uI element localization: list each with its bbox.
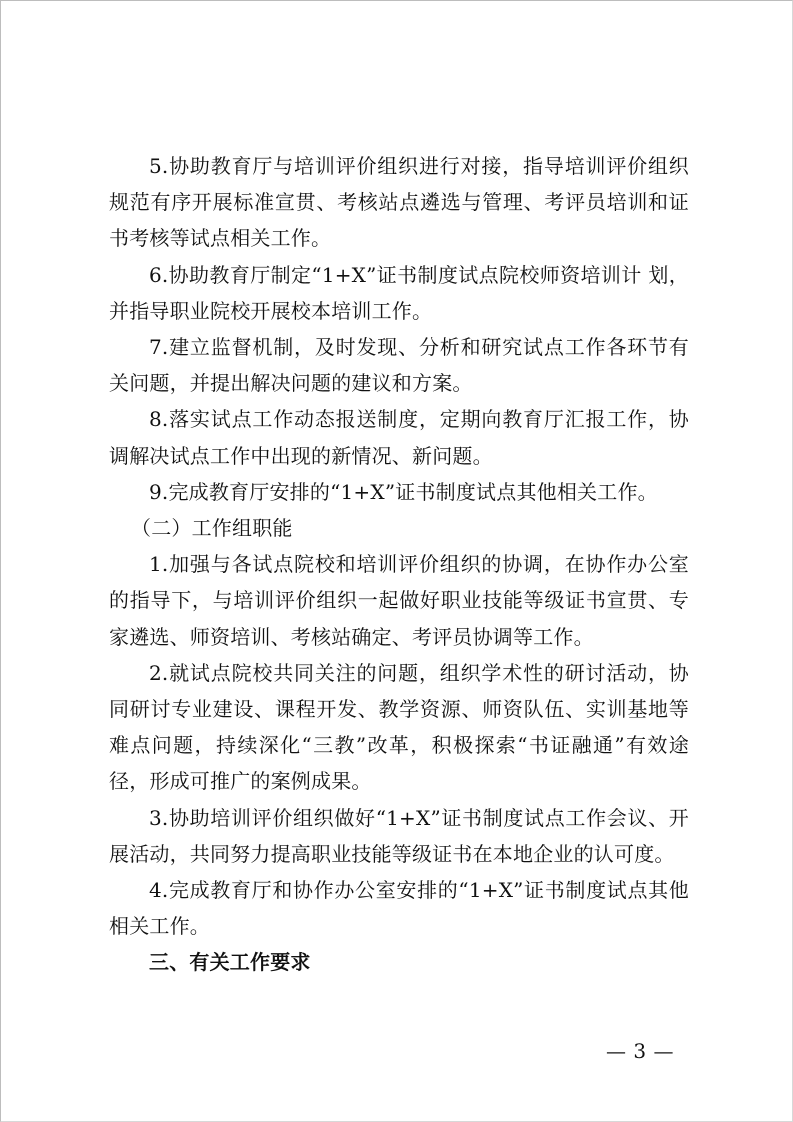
group-paragraph-2: 2.就试点院校共同关注的问题，组织学术性的研讨活动，协同研讨专业建设、课程开发、教学资源、师资队伍、实训基地等难点问题，持续深化“三教”改革，积极探索“书证融通”有效途径，形成可推广的案例成果。 — [109, 660, 689, 794]
paragraph-item-8: 8.落实试点工作动态报送制度，定期向教育厅汇报工作，协调解决试点工作中出现的新情况、新问题。 — [109, 407, 689, 468]
document-body — [109, 148, 689, 981]
paragraph-item-6: 6.协助教育厅制定“1+X”证书制度试点院校师资培训计 划，并指导职业院校开展校本培训工作。 — [109, 262, 689, 323]
paragraph-item-7: 7.建立监督机制，及时发现、分析和研究试点工作各环节有关问题，并提出解决问题的建议和方案。 — [109, 335, 689, 396]
page-number: — 3 — — [606, 1039, 674, 1063]
group-paragraph-4: 4.完成教育厅和协作办公室安排的“1+X”证书制度试点其他相关工作。 — [109, 878, 689, 939]
paragraph-item-9: 9.完成教育厅安排的“1+X”证书制度试点其他相关工作。 — [149, 479, 658, 504]
group-paragraph-3: 3.协助培训评价组织做好“1+X”证书制度试点工作会议、开展活动，共同努力提高职业技能等级证书在本地企业的认可度。 — [109, 805, 689, 866]
paragraph-item-5: 5.协助教育厅与培训评价组织进行对接，指导培训评价组织规范有序开展标准宣贯、考核站点遴选与管理、考评员培训和证书考核等试点相关工作。 — [109, 154, 689, 251]
subheading-working-group: （二）工作组职能 — [131, 516, 293, 541]
group-paragraph-1: 1.加强与各试点院校和培训评价组织的协调，在协作办公室的指导下，与培训评价组织一起做好职业技能等级证书宣贯、专家遴选、师资培训、考核站确定、考评员协调等工作。 — [109, 552, 689, 649]
section-heading-requirements: 三、有关工作要求 — [149, 950, 311, 975]
